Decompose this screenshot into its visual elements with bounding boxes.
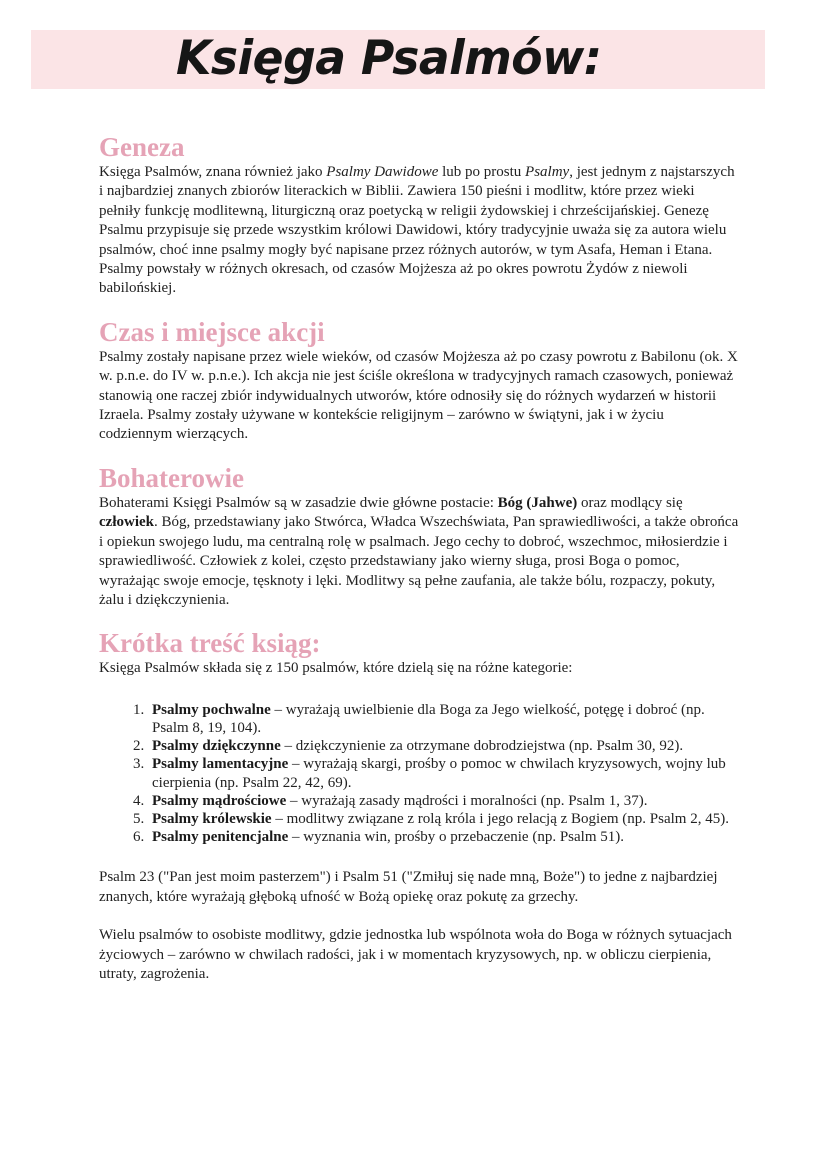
list-item-desc: – wyrażają zasady mądrości i moralności (np. Psalm 1, 37).: [286, 792, 648, 809]
personal-prayers-paragraph: Wielu psalmów to osobiste modlitwy, gdzie jednostka lub wspólnota woła do Boga w różnych sytuacjach życiowych – zarówno w chwilach radości, jak i w momentach kryzysowych, np. w obliczu cierpienia, utraty, zagrożenia.: [99, 927, 732, 982]
list-item: [148, 701, 739, 737]
geneza-paragraph: [99, 163, 739, 299]
list-item-term: Psalmy królewskie: [152, 810, 272, 827]
list-item: [148, 828, 739, 846]
geneza-emphasis-dawidowe: Psalmy Dawidowe: [326, 164, 439, 180]
list-item: [148, 792, 739, 810]
geneza-text-end: , jest jednym z najstarszych i najbardziej znanych zbiorów literackich w Biblii. Zawiera 150 pieśni i modlitw, które przez wieki pełniły funkcję modlitewną, liturgiczną oraz poetycką w religii żydowskiej i chrześcijańskiej. Genezę Psalmu przypisuje się przede wszystkim królowi Dawidowi, który tradycyjnie uważa się za autora wielu psalmów, choć inne psalmy mogły być napisane przez różnych autorów, w tym Asafa, Heman i Etana. Psalmy powstały w różnych okresach, od czasów Mojżesza aż po okres powrotu Żydów z niewoli babilońskiej.: [99, 164, 735, 297]
list-item-term: Psalmy lamentacyjne: [152, 756, 289, 773]
geneza-emphasis-psalmy: Psalmy: [525, 164, 570, 180]
list-item-term: Psalmy dziękczynne: [152, 738, 281, 755]
bohaterowie-bold-czlowiek: człowiek: [99, 514, 154, 531]
list-item-desc: – modlitwy związane z rolą króla i jego relacją z Bogiem (np. Psalm 2, 45).: [271, 810, 729, 827]
bohaterowie-text-mid: oraz modlący się: [577, 494, 683, 511]
section-heading-czas: Czas i miejsce akcji: [99, 316, 325, 347]
bohaterowie-bold-bog: Bóg (Jahwe): [497, 494, 578, 511]
bohaterowie-text-start: Bohaterami Księgi Psalmów są w zasadzie dwie główne postacie:: [99, 494, 498, 511]
psalm-23-51-paragraph: Psalm 23 ("Pan jest moim pasterzem") i Psalm 51 ("Zmiłuj się nade mną, Boże") to jedne z najbardziej znanych, które wyrażają głęboką ufność w Bożą opiekę oraz pokutę za grzechy.: [99, 869, 718, 905]
section-heading-geneza: Geneza: [99, 132, 185, 162]
bohaterowie-text-end: . Bóg, przedstawiany jako Stwórca, Władca Wszechświata, Pan sprawiedliwości, a także obrońca i opiekun swojego ludu, ma centralną rolę w psalmach. Jego cechy to dobroć, wszechmoc, miłosierdzie i sprawiedliwość. Człowiek z kolei, często przedstawiany jako wierny sługa, prosi Boga o pomoc, wyrażając swoje emocje, tęsknoty i lęki. Modlitwy są pełne zaufania, ale także bólu, rozpaczy, pokuty, żalu i dziękczynienia.: [99, 514, 739, 608]
section-heading-bohaterowie: Bohaterowie: [99, 462, 244, 493]
geneza-text-start: Księga Psalmów, znana również jako: [99, 164, 327, 180]
list-item: [148, 737, 739, 755]
list-item-desc: – wyrażają skargi, prośby o pomoc w chwilach kryzysowych, wojny lub cierpienia (np. Psalm 22, 42, 69).: [152, 756, 726, 791]
list-item-desc: – wyrażają uwielbienie dla Boga za Jego wielkość, potęgę i dobroć (np. Psalm 8, 19, 104).: [152, 701, 705, 736]
list-item-term: Psalmy pochwalne: [152, 701, 271, 718]
list-item-desc: – wyznania win, prośby o przebaczenie (np. Psalm 51).: [288, 829, 624, 846]
bohaterowie-paragraph: [99, 494, 739, 610]
list-item: [148, 810, 739, 828]
psalm-categories-list: [99, 701, 739, 847]
list-item-desc: – dziękczynienie za otrzymane dobrodziejstwa (np. Psalm 30, 92).: [280, 738, 684, 755]
tresc-intro: Księga Psalmów składa się z 150 psalmów, które dzielą się na różne kategorie:: [99, 660, 573, 677]
czas-paragraph: Psalmy zostały napisane przez wiele wieków, od czasów Mojżesza aż po czasy powrotu z Babilonu (ok. X w. p.n.e. do IV w. p.n.e.). Ich akcja nie jest ściśle określona w tradycyjnych ramach czasowych, ponieważ stanowią one raczej zbiór indywidualnych utworów, które odnosiły się do różnych wydarzeń w historii Izraela. Psalmy zostały używane w kontekście religijnym – zarówno w świątyni, jak i w życiu codziennym wierzących.: [99, 348, 738, 443]
section-heading-tresc: Krótka treść ksiąg:: [99, 628, 321, 659]
geneza-text-mid: lub po prostu: [438, 164, 526, 180]
page-title: Księga Psalmów:: [176, 31, 602, 86]
list-item-term: Psalmy penitencjalne: [152, 829, 289, 846]
document-body: [99, 131, 739, 984]
list-item-term: Psalmy mądrościowe: [152, 792, 287, 809]
list-item: [148, 755, 739, 791]
